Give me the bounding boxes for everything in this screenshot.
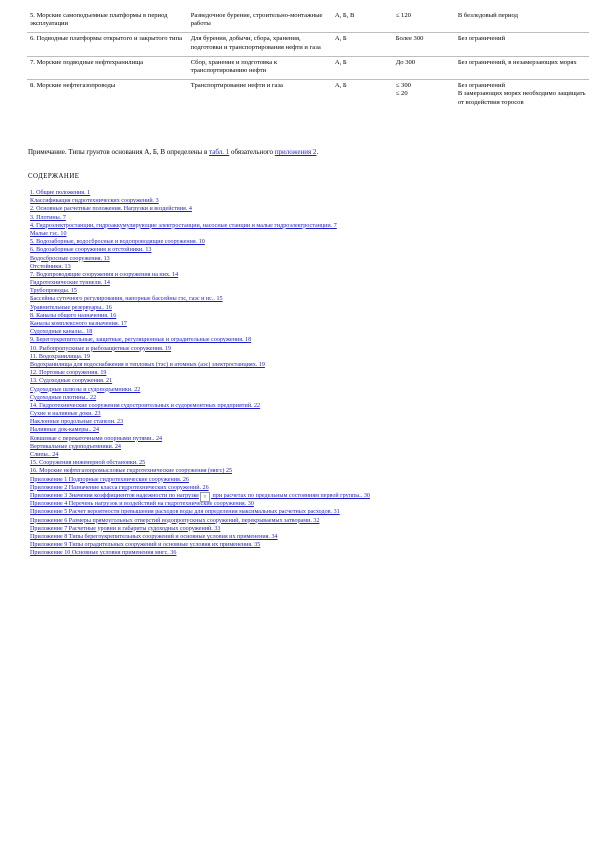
- toc-item: [30, 336, 370, 344]
- toc-item: [30, 402, 370, 410]
- toc-link[interactable]: 16. Морские нефтегазопромысловые гидротехнические сооружения (мнгс) 25: [30, 468, 233, 475]
- toc-link[interactable]: Приложение 9 Типы оградительных сооружений и основные условия их применения. 35: [30, 542, 261, 549]
- table-cell-c3: А, Б: [332, 33, 393, 56]
- toc-item: [30, 426, 370, 434]
- table-cell-c1: 5. Морские самоподъемные платформы в период эксплуатации: [30, 12, 168, 28]
- toc-link[interactable]: Трубопроводы. 15: [30, 288, 77, 295]
- table-cell-c1: 8. Морские нефтегазопроводы: [27, 80, 188, 111]
- toc-link[interactable]: 3. Плотины. 7: [30, 214, 66, 221]
- toc-item: [30, 271, 370, 279]
- toc-item: [30, 345, 370, 353]
- toc-link[interactable]: 1. Общие положения. 1: [30, 190, 91, 196]
- toc-link[interactable]: Водосбросные сооружения. 13: [30, 255, 110, 262]
- toc-link[interactable]: Слипы.. 24: [30, 452, 59, 458]
- toc-item: [30, 189, 370, 197]
- toc-item: [30, 205, 370, 213]
- toc-link[interactable]: Приложение 8 Типы берегоукрепительных сооружений и основные условия их применения. 34: [30, 533, 278, 540]
- toc-link[interactable]: Гидротехнические туннели. 14: [30, 280, 110, 287]
- table-row: [27, 10, 589, 33]
- toc-item: [30, 418, 370, 426]
- toc-item: [30, 549, 370, 557]
- table-cell-c4: Более 300: [393, 33, 455, 56]
- table-cell-c4: ≤ 300 ≤ 20: [393, 80, 455, 111]
- toc-item: [30, 533, 370, 541]
- toc-item: [30, 467, 370, 475]
- toc-item: [30, 255, 370, 263]
- toc-item: [30, 246, 370, 254]
- table-cell-c5: Без ограничений В замерзающих морях необходимо защищать от воздействия торосов: [455, 80, 589, 111]
- toc-link[interactable]: Приложение 3 Значения коэффициентов надежности по нагрузке × при расчетах по предельным состояниям первой группы.. 30: [30, 492, 370, 500]
- link-appendix-2[interactable]: приложения 2: [274, 148, 317, 156]
- note-text-middle: обязательного: [229, 148, 275, 156]
- toc-link[interactable]: Ковшевые с перекаточными опорными путями.. 24: [30, 435, 163, 442]
- toc-item: [30, 238, 370, 246]
- toc-link[interactable]: Судоходные плотины.. 22: [30, 394, 97, 401]
- toc-link[interactable]: 7. Водопроводящие сооружения и сооружения на них. 14: [30, 271, 179, 278]
- table-cell-c2: Сбор, хранение и подготовка к транспортированию нефти: [188, 56, 332, 79]
- table-cell-c5: Без ограничений: [455, 33, 589, 56]
- toc-link[interactable]: 8. Каналы общего назначения. 16: [30, 312, 117, 319]
- toc-link[interactable]: 10. Рыбопропускные и рыбозащитные сооружения. 19: [30, 345, 172, 352]
- toc-link[interactable]: 2. Основные расчетные положения. Нагрузки и воздействия. 4: [30, 206, 192, 213]
- toc-link[interactable]: Водохранилища для водоснабжения в тепловых (тэс) и атомных (аэс) электростанциях. 19: [30, 361, 265, 368]
- toc-item: [30, 410, 370, 418]
- table-row: [27, 56, 589, 79]
- toc-link[interactable]: Наливные док-камеры.. 24: [30, 427, 99, 434]
- toc-link[interactable]: Вертикальные судоподъемники. 24: [30, 443, 121, 450]
- toc-item: [30, 222, 370, 230]
- toc-item: [30, 508, 370, 516]
- toc-link[interactable]: Приложение 6 Размеры прямоугольных отверстий водопропускных сооружений, перекрываемых затворами. 32: [30, 517, 320, 524]
- toc-item: [30, 484, 370, 492]
- table-cell-c5: В безледовый период: [457, 12, 519, 19]
- table-cell-c2: Для бурения, добычи, сбора, хранения, подготовки и транспортирования нефти и газа: [188, 33, 332, 56]
- table-of-contents: [30, 189, 370, 557]
- link-table-1[interactable]: табл. 1: [209, 148, 230, 156]
- toc-item: [30, 517, 370, 525]
- table-cell-c3: А, Б, В: [334, 12, 355, 19]
- toc-link[interactable]: Наклонные продольные стапели. 23: [30, 419, 124, 426]
- toc-link[interactable]: Классификация гидротехнических сооружений. 3: [30, 198, 159, 205]
- toc-item: [30, 312, 370, 320]
- toc-item: [30, 230, 370, 238]
- toc-item: [30, 443, 370, 451]
- toc-link[interactable]: 9. Берегоукрепительные, защитные, регуляционные и оградительные сооружения. 18: [30, 337, 252, 344]
- toc-item: [30, 377, 370, 385]
- table-cell-c1: 6. Подводные платформы открытого и закрытого типа: [27, 33, 188, 56]
- table-cell-c4: ≤ 120: [395, 12, 411, 19]
- toc-item: [30, 492, 370, 500]
- toc-item: [30, 386, 370, 394]
- table-cell-c5: Без ограничений, в незамерзающих морях: [455, 56, 589, 79]
- table-cell-c2: Транспортирование нефти и газа: [188, 80, 332, 111]
- toc-link[interactable]: 13. Судоходные сооружения. 21: [30, 378, 113, 385]
- toc-link[interactable]: Малые гэс. 10: [30, 230, 67, 237]
- toc-link[interactable]: Приложение 2 Назначение класса гидротехнических сооружений. 26: [30, 484, 209, 491]
- table-cell-c3: А, Б: [332, 80, 393, 111]
- toc-item: [30, 541, 370, 549]
- toc-link[interactable]: 12. Портовые сооружения. 19: [30, 370, 107, 377]
- toc-item: [30, 361, 370, 369]
- toc-item: [30, 328, 370, 336]
- toc-item: [30, 435, 370, 443]
- note-text-suffix: .: [316, 148, 319, 156]
- toc-link[interactable]: 14. Гидротехнические сооружения судостроительных и судоремонтных предприятий. 22: [30, 402, 261, 409]
- toc-link[interactable]: Бассейны суточного регулирования, напорные бассейны гэс, гаэс и нс.. 15: [30, 296, 223, 303]
- table-cell-c1: 7. Морские подводные нефтехранилища: [27, 56, 188, 79]
- toc-item: [30, 295, 370, 303]
- table-row: [27, 80, 589, 111]
- broken-image-icon: ×: [200, 492, 210, 502]
- toc-link[interactable]: 5. Водозаборные, водосбросные и водопроводящие сооружения. 10: [30, 239, 205, 246]
- toc-item: [30, 500, 370, 508]
- table-cell-c3: А, Б: [332, 56, 393, 79]
- toc-item: [30, 394, 370, 402]
- table-note: [28, 148, 318, 156]
- toc-link[interactable]: 4. Гидроэлектростанции, гидроаккумулирующие электростанции, насосные станции и малые гидроэлектростанции. 7: [30, 222, 337, 229]
- table-cell-c2: Разведочное бурение, строительно-монтажные работы: [190, 12, 323, 28]
- table-cell-c4: До 300: [393, 56, 455, 79]
- toc-link[interactable]: Уравнительные резервуары.. 16: [30, 304, 112, 311]
- toc-item: [30, 451, 370, 459]
- toc-link[interactable]: Сухие и наливные доки. 23: [30, 411, 101, 418]
- toc-link[interactable]: Отстойники. 13: [30, 263, 71, 270]
- toc-item: [30, 287, 370, 295]
- toc-item: [30, 459, 370, 467]
- toc-link[interactable]: Судоходные шлюзы и судоподъемники. 22: [30, 386, 141, 393]
- toc-item: [30, 525, 370, 533]
- toc-item: [30, 320, 370, 328]
- toc-item: [30, 476, 370, 484]
- toc-item: [30, 197, 370, 205]
- toc-link[interactable]: Судоходные каналы.. 18: [30, 329, 93, 336]
- structures-table: [27, 10, 589, 111]
- toc-heading: СОДЕРЖАНИЕ: [28, 173, 80, 180]
- toc-item: [30, 263, 370, 271]
- toc-item: [30, 279, 370, 287]
- toc-link[interactable]: Приложение 1 Подпорные гидротехнические сооружения. 26: [30, 476, 189, 483]
- toc-link[interactable]: Приложение 5 Расчет вероятности превышения расходов воды для определения максимальных расчетных расходов. 31: [30, 509, 340, 516]
- toc-link[interactable]: Приложение 4 Перечень нагрузок и воздействий на гидротехнические сооружения. 30: [30, 501, 254, 508]
- table-row: [27, 33, 589, 56]
- toc-link[interactable]: 11. Водохранилища. 19: [30, 353, 91, 360]
- toc-link[interactable]: 6. Водозаборные сооружения и отстойники. 13: [30, 247, 152, 254]
- toc-link[interactable]: Приложение 10 Основные условия применения мнгс. 36: [30, 550, 177, 557]
- toc-item: [30, 214, 370, 222]
- toc-link[interactable]: Каналы комплексного назначения. 17: [30, 321, 127, 327]
- note-text-prefix: Примечание. Типы грунтов основания А, Б, В определены в: [28, 148, 210, 156]
- toc-item: [30, 304, 370, 312]
- toc-item: [30, 369, 370, 377]
- toc-link[interactable]: 15. Сооружения инженерной обстановки. 25: [30, 460, 146, 467]
- toc-link[interactable]: Приложение 7 Расчетные уровни и габариты судоходных сооружений. 33: [30, 525, 221, 532]
- toc-item: [30, 353, 370, 361]
